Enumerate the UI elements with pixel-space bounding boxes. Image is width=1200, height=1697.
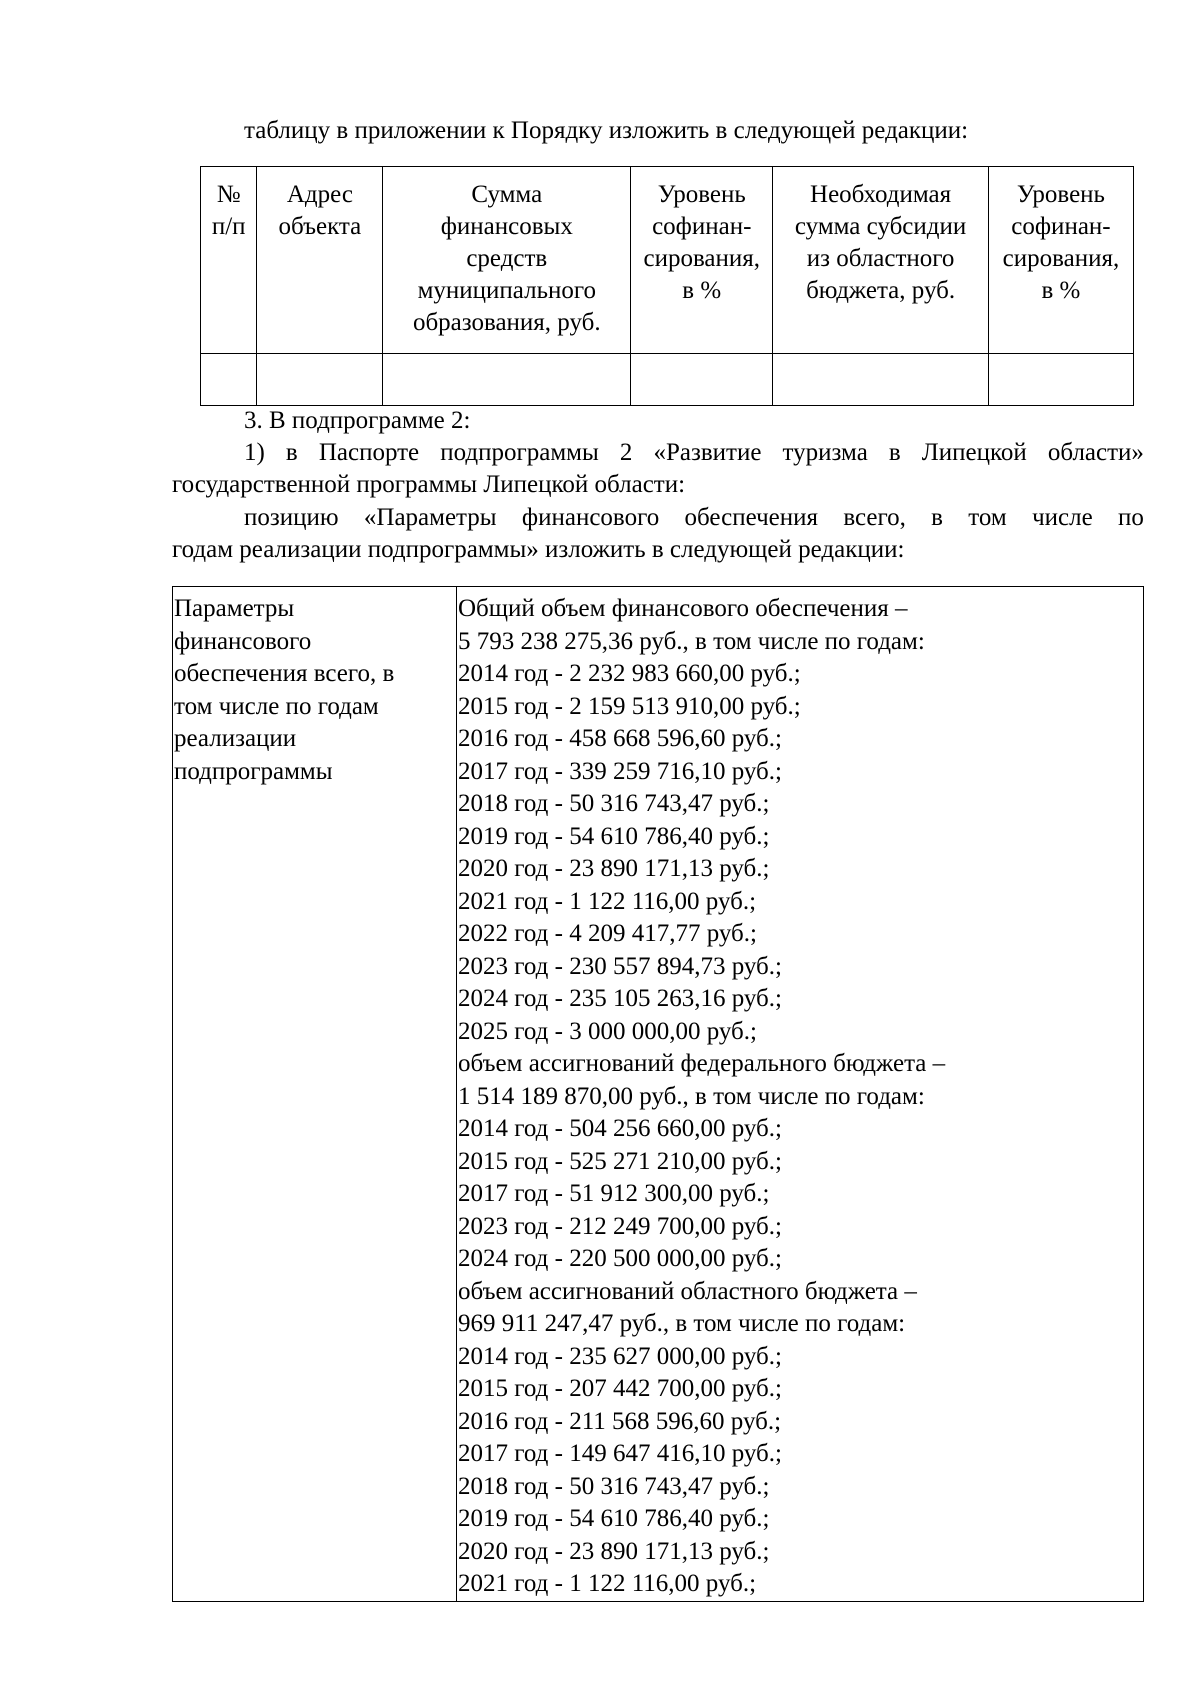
text-line: Сумма bbox=[471, 181, 543, 208]
text-line: 2015 год - 2 159 513 910,00 руб.; bbox=[458, 692, 801, 720]
text-line: средств bbox=[466, 245, 548, 272]
text-line: 2017 год - 149 647 416,10 руб.; bbox=[458, 1440, 782, 1467]
table-header-row bbox=[201, 167, 1134, 354]
text-line: 2017 год - 339 259 716,10 руб.; bbox=[458, 757, 782, 785]
word: по bbox=[1118, 504, 1144, 531]
header-cell-number bbox=[201, 167, 257, 354]
header-cell-subsidy-amount bbox=[773, 167, 989, 354]
text-line: 2023 год - 212 249 700,00 руб.; bbox=[458, 1212, 782, 1240]
text-line: 2025 год - 3 000 000,00 руб.; bbox=[458, 1017, 757, 1045]
text-line: муниципального bbox=[417, 277, 596, 304]
text-line: сирования, bbox=[1002, 245, 1120, 272]
text-line: объекта bbox=[278, 213, 362, 240]
text-line: Адрес bbox=[286, 181, 353, 208]
word: финансового bbox=[521, 504, 660, 531]
text-line: финансовых bbox=[440, 213, 573, 240]
word: в bbox=[888, 439, 901, 466]
intro-line: таблицу в приложении к Порядку изложить в следующей редакции: bbox=[244, 117, 969, 144]
financing-parameters-table bbox=[172, 586, 1144, 1602]
word: Липецкой bbox=[921, 439, 1027, 466]
text-line: 2014 год - 504 256 660,00 руб.; bbox=[458, 1115, 782, 1142]
text-line: образования, руб. bbox=[412, 309, 601, 336]
table-empty-row bbox=[201, 354, 1134, 406]
header-cell-cofinancing-level-2 bbox=[988, 167, 1133, 354]
word: позицию bbox=[244, 504, 339, 531]
word: «Параметры bbox=[363, 504, 497, 531]
word: обеспечения bbox=[684, 504, 818, 531]
text-line: 2024 год - 220 500 000,00 руб.; bbox=[458, 1245, 782, 1272]
word: Паспорте bbox=[318, 439, 420, 466]
text-line: финансового bbox=[174, 627, 312, 655]
text-line: 2020 год - 23 890 171,13 руб.; bbox=[458, 855, 770, 882]
parameter-values-cell bbox=[457, 587, 1144, 1602]
text-line: 2024 год - 235 105 263,16 руб.; bbox=[458, 985, 782, 1012]
text-line: реализации bbox=[174, 725, 297, 752]
empty-cell bbox=[201, 354, 257, 406]
text-line: объем ассигнований областного бюджета – bbox=[458, 1277, 917, 1305]
text-line: 2018 год - 50 316 743,47 руб.; bbox=[458, 790, 770, 817]
word: «Развитие bbox=[653, 439, 762, 466]
text-line: Общий объем финансового обеспечения – bbox=[458, 595, 908, 622]
header-cell-municipal-funds bbox=[383, 167, 631, 354]
text-line: бюджета, руб. bbox=[806, 277, 956, 304]
text-line: из областного bbox=[806, 245, 955, 272]
text-line: 2014 год - 235 627 000,00 руб.; bbox=[458, 1342, 782, 1370]
header-cell-address bbox=[257, 167, 383, 354]
text-line: сирования, bbox=[643, 245, 761, 272]
word: 1) bbox=[244, 439, 265, 466]
text-line: 2015 год - 525 271 210,00 руб.; bbox=[458, 1147, 782, 1175]
text-line: объем ассигнований федерального бюджета – bbox=[458, 1050, 946, 1077]
position-paragraph-line-1 bbox=[244, 503, 1144, 533]
text-line: 2019 год - 54 610 786,40 руб.; bbox=[458, 1505, 770, 1532]
passport-paragraph-line-2: государственной программы Липецкой области: bbox=[172, 471, 686, 498]
text-line: Уровень bbox=[1016, 181, 1105, 208]
word: области» bbox=[1047, 439, 1144, 466]
text-line: 2014 год - 2 232 983 660,00 руб.; bbox=[458, 660, 801, 687]
empty-cell bbox=[773, 354, 989, 406]
empty-cell bbox=[631, 354, 773, 406]
word: в bbox=[931, 504, 943, 531]
empty-cell bbox=[383, 354, 631, 406]
word: том bbox=[968, 504, 1007, 531]
text-line: Уровень bbox=[657, 181, 746, 208]
text-line: обеспечения всего, в bbox=[174, 660, 395, 687]
text-line: том числе по годам bbox=[174, 692, 379, 720]
word: в bbox=[285, 439, 298, 466]
text-line: 2018 год - 50 316 743,47 руб.; bbox=[458, 1472, 770, 1500]
parameter-label-cell bbox=[173, 587, 457, 1602]
text-line: 2016 год - 458 668 596,60 руб.; bbox=[458, 725, 782, 752]
text-line: 2022 год - 4 209 417,77 руб.; bbox=[458, 920, 757, 947]
text-line: подпрограммы bbox=[174, 757, 333, 785]
text-line: 5 793 238 275,36 руб., в том числе по годам: bbox=[458, 627, 925, 655]
text-line: 2021 год - 1 122 116,00 руб.; bbox=[458, 887, 757, 915]
table-row bbox=[173, 587, 1144, 1602]
text-line: 2016 год - 211 568 596,60 руб.; bbox=[458, 1407, 782, 1435]
position-paragraph-line-2: годам реализации подпрограммы» изложить в следующей редакции: bbox=[172, 536, 905, 563]
word: числе bbox=[1032, 504, 1093, 531]
text-line: софинан- bbox=[652, 213, 752, 240]
text-line: в % bbox=[1041, 277, 1081, 304]
text-line: 1 514 189 870,00 руб., в том числе по годам: bbox=[458, 1082, 925, 1110]
text-line: 2017 год - 51 912 300,00 руб.; bbox=[458, 1180, 770, 1207]
word: туризма bbox=[782, 439, 868, 466]
text-line: п/п bbox=[211, 213, 246, 240]
text-line: 2015 год - 207 442 700,00 руб.; bbox=[458, 1375, 782, 1402]
empty-cell bbox=[988, 354, 1133, 406]
subprogram-2-heading: 3. В подпрограмме 2: bbox=[244, 407, 471, 434]
empty-cell bbox=[257, 354, 383, 406]
header-cell-cofinancing-level bbox=[631, 167, 773, 354]
text-line: 2023 год - 230 557 894,73 руб.; bbox=[458, 952, 782, 980]
passport-paragraph-line-1 bbox=[244, 438, 1144, 468]
text-line: 2019 год - 54 610 786,40 руб.; bbox=[458, 822, 770, 850]
text-line: в % bbox=[682, 277, 722, 304]
text-line: № bbox=[216, 181, 241, 208]
word: подпрограммы bbox=[440, 439, 599, 466]
text-line: Необходимая bbox=[810, 181, 952, 208]
text-line: 2021 год - 1 122 116,00 руб.; bbox=[458, 1570, 757, 1597]
word: всего, bbox=[843, 504, 906, 531]
text-line: 2020 год - 23 890 171,13 руб.; bbox=[458, 1537, 770, 1565]
text-line: сумма субсидии bbox=[794, 213, 967, 240]
text-line: Параметры bbox=[174, 595, 295, 622]
text-line: софинан- bbox=[1011, 213, 1111, 240]
word: 2 bbox=[619, 439, 633, 466]
text-line: 969 911 247,47 руб., в том числе по годам: bbox=[458, 1310, 906, 1337]
cofinancing-table bbox=[200, 166, 1134, 406]
